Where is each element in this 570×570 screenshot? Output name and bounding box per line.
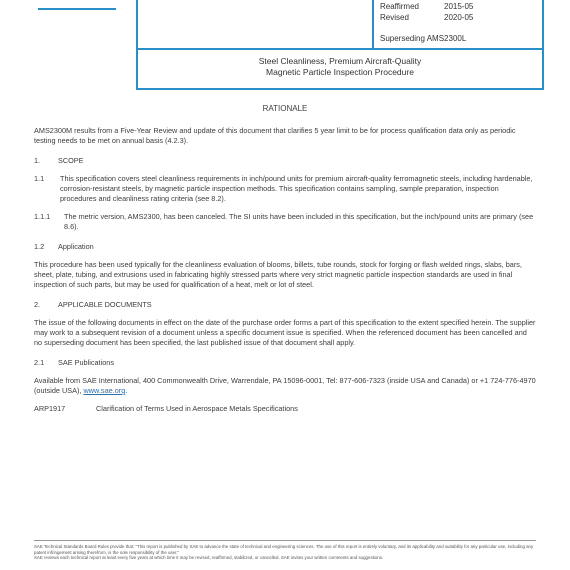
section-2-heading xyxy=(34,300,536,310)
section-title: Application xyxy=(58,242,94,251)
footer-line-1: SAE Technical Standards Board Rules provide that: "This report is published by SAE to advance the state of technical and engineering sciences. The use of this report is entirely voluntary, and its applicability and suitability for any particular use, including any patent infringement arising therefrom, is the sole responsibility of the user." xyxy=(34,544,534,555)
availability-text-end: . xyxy=(125,386,128,395)
section-title: APPLICABLE DOCUMENTS xyxy=(58,300,152,309)
paragraph-1-1 xyxy=(34,174,536,204)
reference-row xyxy=(34,404,536,414)
rationale-text: AMS2300M results from a Five-Year Review and update of this document that clarifies 5 year limit to be for process qualification data only as periodic testing needs to be met on annual basis (4.2.3). xyxy=(34,126,516,145)
document-body xyxy=(34,104,536,414)
paragraph-number: 1.1 xyxy=(34,174,45,183)
reaffirmed-row xyxy=(380,2,473,11)
section-2-1-heading xyxy=(34,358,536,368)
superseding-text: Superseding AMS2300L xyxy=(380,34,467,43)
document-title xyxy=(138,56,542,78)
sae-availability-text xyxy=(34,376,536,396)
header-divider xyxy=(372,0,374,48)
applicable-documents-text: The issue of the following documents in effect on the date of the purchase order forms a part of this specification to the extent specified herein. The supplier may work to a subsequent revision of a document unless a specific document issue is specified. When the referenced document has been cancelled and no superseding document has been specified, the last published issue of that document shall apply. xyxy=(34,318,536,347)
revised-row xyxy=(380,13,473,22)
section-title: SCOPE xyxy=(58,156,84,165)
reference-code: ARP1917 xyxy=(34,404,66,413)
rationale-heading: RATIONALE xyxy=(262,104,308,113)
availability-text: Available from SAE International, 400 Commonwealth Drive, Warrendale, PA 15096-0001, Tel: 877-606-7323 (inside USA and Canada) or +1 724-776-4970 (outside USA), xyxy=(34,376,536,395)
application-text: This procedure has been used typically for the cleanliness evaluation of blooms, billets, tube rounds, stock for forging or flash welded rings, slabs, bars, sheet, plate, tubing, and extrusions used in fabricating highly stressed parts where very strict magnetic particle inspection standards are used in final inspection of such parts, but may be used for qualification of a heat, melt or lot of steel. xyxy=(34,260,522,289)
section-number: 1.2 xyxy=(34,242,45,251)
document-header xyxy=(136,0,544,90)
revised-value: 2020-05 xyxy=(444,13,474,22)
paragraph-text: The metric version, AMS2300, has been canceled. The SI units have been included in this specification, but the inch/pound units are primary (see 8.6). xyxy=(64,212,534,231)
paragraph-1-1-1 xyxy=(34,212,536,232)
section-number: 1. xyxy=(34,156,41,165)
section-1-heading xyxy=(34,156,536,166)
section-number: 2.1 xyxy=(34,358,45,367)
page-footer xyxy=(34,540,536,561)
reaffirmed-label: Reaffirmed xyxy=(380,2,419,11)
section-1-2-heading xyxy=(34,242,536,252)
header-top-section xyxy=(138,0,542,50)
title-line-2: Magnetic Particle Inspection Procedure xyxy=(266,67,414,77)
paragraph-number: 1.1.1 xyxy=(34,212,51,221)
revised-label: Revised xyxy=(380,13,409,22)
section-title: SAE Publications xyxy=(58,358,114,367)
section-number: 2. xyxy=(34,300,41,309)
footer-line-2: SAE reviews each technical report at least every five years at which time it may be revised, reaffirmed, stabilized, or cancelled. SAE invites your written comments and suggestions. xyxy=(34,555,384,561)
reference-title: Clarification of Terms Used in Aerospace Metals Specifications xyxy=(96,404,298,413)
reaffirmed-value: 2015-05 xyxy=(444,2,474,11)
sae-website-link[interactable]: www.sae.org xyxy=(83,386,126,395)
title-line-1: Steel Cleanliness, Premium Aircraft-Quality xyxy=(258,56,422,66)
sae-logo-strip xyxy=(38,0,116,10)
paragraph-text: This specification covers steel cleanliness requirements in inch/pound units for premium aircraft-quality ferromagnetic steels, including hardenable, corrosion-resistant steels, by magnetic particle inspection methods. This specification contains sampling, sample preparation, inspection procedures and cleanliness rating criteria (see 8.2). xyxy=(60,174,533,203)
